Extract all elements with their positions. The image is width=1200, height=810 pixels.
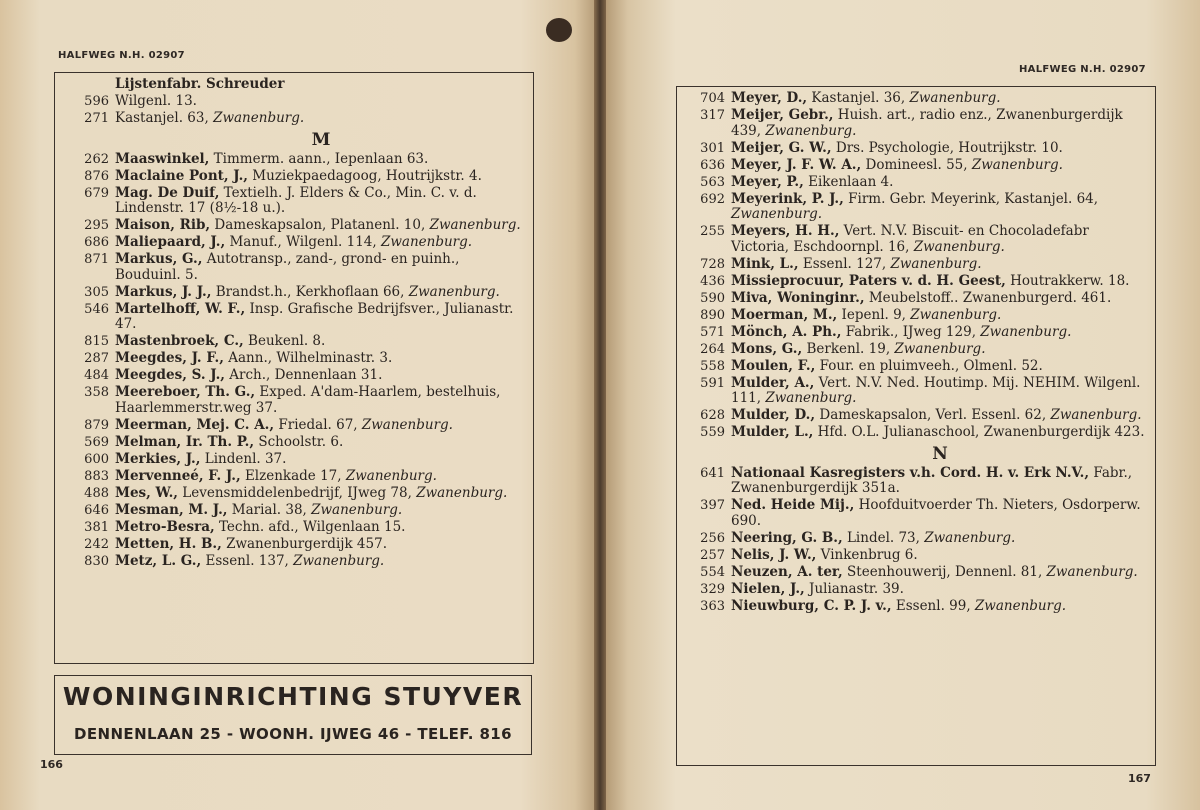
phone-number xyxy=(55,77,115,93)
entry-details: Berkenl. 19, xyxy=(802,340,895,357)
phone-number: 329 xyxy=(700,581,725,597)
entry-place: Zwanenburg. xyxy=(380,234,473,250)
entry-name: Martelhoff, W. F., xyxy=(115,300,246,317)
entry-details: Huish. art., radio enz., Zwanenburgerdijk 439, xyxy=(731,107,1123,139)
directory-entry xyxy=(55,186,527,217)
entry-text xyxy=(731,531,1149,547)
entry-text xyxy=(115,554,527,570)
directory-entry xyxy=(677,408,1149,424)
entry-name: Meegdes, S. J., xyxy=(115,367,225,383)
directory-entry xyxy=(677,192,1149,223)
entry-place: Zwanenburg. xyxy=(974,597,1067,614)
entry-details: Marial. 38, xyxy=(227,501,312,518)
directory-entry xyxy=(677,565,1149,581)
advertisement-box xyxy=(54,675,532,755)
right-n-entries xyxy=(677,466,1149,615)
entry-details: Techn. afd., Wilgenlaan 15. xyxy=(214,518,406,535)
directory-entry xyxy=(55,169,527,185)
directory-entry xyxy=(677,599,1149,615)
entry-details: Houtrakkerw. 18. xyxy=(1005,272,1130,289)
directory-entry xyxy=(677,274,1149,290)
entry-text xyxy=(115,469,527,485)
entry-name: Nelis, J. W., xyxy=(731,546,817,563)
entry-name: Meyer, J. F. W. A., xyxy=(731,156,862,173)
entry-text xyxy=(731,192,1149,223)
phone-number: 255 xyxy=(700,224,725,239)
left-page xyxy=(0,0,594,810)
entry-place: Zwanenburg. xyxy=(765,122,857,139)
entry-name: Miva, Woninginr., xyxy=(731,289,865,306)
entry-text xyxy=(731,408,1149,424)
phone-number: 641 xyxy=(700,465,725,481)
entry-text xyxy=(731,359,1149,375)
phone-number: 256 xyxy=(700,530,725,546)
phone-number: 600 xyxy=(84,451,109,467)
entry-text xyxy=(731,425,1149,441)
entry-details: Manuf., Wilgenl. 114, xyxy=(225,234,381,250)
entry-text xyxy=(731,224,1149,255)
entry-text xyxy=(115,435,527,451)
phone-number: 879 xyxy=(84,417,109,433)
entry-details: Meubelstoff.. Zwanenburgerd. 461. xyxy=(864,289,1112,306)
entry-place: Zwanenburg. xyxy=(890,255,982,272)
entry-name: Mulder, A., xyxy=(731,374,815,391)
directory-entry xyxy=(55,520,527,536)
entry-name: Mervenneé, F. J., xyxy=(115,467,241,484)
directory-entry xyxy=(55,368,527,384)
entry-details: Timmerm. aann., Iepenlaan 63. xyxy=(209,150,429,167)
entry-name: Melman, Ir. Th. P., xyxy=(115,433,255,450)
directory-entry xyxy=(677,548,1149,564)
entry-text xyxy=(731,376,1149,407)
phone-number: 358 xyxy=(84,385,109,400)
entry-text xyxy=(115,503,527,519)
entry-text xyxy=(115,351,527,367)
entry-name: Mons, G., xyxy=(731,340,803,357)
phone-number: 569 xyxy=(84,434,109,450)
entry-name: Neuzen, A. ter, xyxy=(731,563,843,580)
phone-number: 436 xyxy=(700,273,725,289)
entry-details: Elzenkade 17, xyxy=(240,467,346,484)
phone-number: 628 xyxy=(700,408,725,423)
phone-number: 596 xyxy=(84,94,109,109)
directory-entry xyxy=(55,77,527,93)
phone-number: 257 xyxy=(700,547,725,563)
entry-text xyxy=(115,77,527,93)
entry-place: Zwanenburg. xyxy=(408,283,500,300)
directory-entry xyxy=(55,486,527,502)
entry-text xyxy=(115,452,527,468)
directory-entry xyxy=(677,582,1149,598)
right-m-entries xyxy=(677,91,1149,441)
phone-number: 704 xyxy=(700,91,725,106)
entry-name: Meereboer, Th. G., xyxy=(115,384,256,400)
directory-entry xyxy=(677,158,1149,174)
entry-name: Markus, G., xyxy=(115,251,203,267)
section-letter-m: M xyxy=(311,129,331,150)
entry-text xyxy=(115,486,527,502)
phone-number: 271 xyxy=(84,111,109,126)
entry-text xyxy=(731,108,1149,139)
entry-details: Lindel. 73, xyxy=(842,529,925,546)
entry-details: Autotransp., zand-, grond- en puinh., Bouduinl. 5. xyxy=(115,251,460,283)
left-running-head: HALFWEG N.H. 02907 xyxy=(58,50,185,61)
phone-number: 830 xyxy=(84,553,109,569)
entry-details: Essenl. 99, xyxy=(891,597,975,614)
left-m-entries xyxy=(55,152,527,570)
entry-details: Fabrik., IJweg 129, xyxy=(841,323,981,340)
phone-number: 679 xyxy=(84,185,109,201)
phone-number: 287 xyxy=(84,351,109,366)
entry-details: Aann., Wilhelminastr. 3. xyxy=(223,350,393,366)
entry-name: Ned. Heide Mij., xyxy=(731,497,855,513)
entry-place: Zwanenburg. xyxy=(894,340,986,357)
entry-details: Vert. N.V. Biscuit- en Chocoladefabr Victoria, Eschdoornpl. 16, xyxy=(731,223,1089,255)
phone-number: 317 xyxy=(700,108,725,123)
entry-text xyxy=(115,334,527,350)
entry-text xyxy=(115,520,527,536)
directory-entry xyxy=(55,334,527,350)
entry-text xyxy=(731,291,1149,307)
entry-details: Firm. Gebr. Meyerink, Kastanjel. 64, xyxy=(843,190,1099,207)
entry-details: Lindenl. 37. xyxy=(200,450,287,467)
directory-entry xyxy=(677,257,1149,273)
entry-name: Maison, Rib, xyxy=(115,217,211,233)
entry-name: Mesman, M. J., xyxy=(115,501,228,518)
entry-place: Zwanenburg. xyxy=(765,390,857,406)
entry-place: Zwanenburg. xyxy=(924,529,1016,546)
directory-entry xyxy=(55,285,527,301)
entry-text xyxy=(115,368,527,384)
entry-name: Mag. De Duif, xyxy=(115,184,220,201)
directory-entry xyxy=(677,531,1149,547)
directory-entry xyxy=(677,325,1149,341)
right-page-number: 167 xyxy=(1128,772,1151,785)
entry-text xyxy=(731,325,1149,341)
entry-text xyxy=(115,537,527,553)
entry-place: Zwanenburg. xyxy=(1046,563,1138,580)
entry-details: Levensmiddelenbedrijf, IJweg 78, xyxy=(178,484,417,501)
entry-details: Muziekpaedagoog, Houtrijkstr. 4. xyxy=(248,167,482,184)
phone-number: 305 xyxy=(84,284,109,300)
directory-entry xyxy=(55,418,527,434)
entry-text xyxy=(115,235,527,251)
entry-text xyxy=(731,91,1149,107)
entry-place: Zwanenburg. xyxy=(416,484,508,501)
phone-number: 262 xyxy=(84,151,109,167)
ad-title: WONINGINRICHTING STUYVER xyxy=(62,682,524,711)
entry-text xyxy=(115,186,527,217)
entry-name: Moulen, F., xyxy=(731,357,816,374)
right-page xyxy=(606,0,1200,810)
entry-name: Metten, H. B., xyxy=(115,535,222,552)
entry-text xyxy=(731,308,1149,324)
directory-entry xyxy=(677,342,1149,358)
directory-entry xyxy=(677,425,1149,441)
entry-text xyxy=(731,257,1149,273)
phone-number: 301 xyxy=(700,140,725,156)
phone-number: 554 xyxy=(700,564,725,580)
entry-text xyxy=(115,111,527,127)
entry-text xyxy=(731,274,1149,290)
entry-name: Meyer, P., xyxy=(731,173,804,190)
phone-number: 686 xyxy=(84,235,109,250)
entry-details: Drs. Psychologie, Houtrijkstr. 10. xyxy=(831,139,1063,156)
phone-number: 242 xyxy=(84,536,109,552)
entry-details: Brandst.h., Kerkhoflaan 66, xyxy=(211,283,409,300)
entry-name: Maclaine Pont, J., xyxy=(115,167,249,184)
phone-number: 890 xyxy=(700,307,725,323)
entry-details: Insp. Grafische Bedrijfsver., Julianastr. 47. xyxy=(115,300,514,332)
entry-details: Fabr., Zwanenburgerdijk 351a. xyxy=(731,464,1133,496)
left-page-number: 166 xyxy=(40,758,63,771)
entry-place: Zwanenburg. xyxy=(429,217,521,233)
directory-entry xyxy=(55,503,527,519)
entry-name: Nieuwburg, C. P. J. v., xyxy=(731,597,892,614)
entry-name: Meijer, G. W., xyxy=(731,139,832,156)
directory-entry xyxy=(677,91,1149,107)
directory-entry xyxy=(55,152,527,168)
entry-name: Markus, J. J., xyxy=(115,283,212,300)
entry-name: Mastenbroek, C., xyxy=(115,333,244,349)
directory-entry xyxy=(677,308,1149,324)
directory-entry xyxy=(677,224,1149,255)
entry-text xyxy=(115,385,527,416)
directory-entry xyxy=(55,452,527,468)
entry-details: Kastanjel. 63, xyxy=(115,110,214,126)
entry-place: Zwanenburg. xyxy=(1050,407,1142,423)
phone-number: 363 xyxy=(700,598,725,614)
entry-name: Mönch, A. Ph., xyxy=(731,323,842,340)
entry-name: Maaswinkel, xyxy=(115,150,210,167)
directory-entry xyxy=(55,385,527,416)
entry-place: Zwanenburg. xyxy=(213,110,305,126)
entry-name: Nielen, J., xyxy=(731,580,805,597)
phone-number: 295 xyxy=(84,218,109,233)
phone-number: 546 xyxy=(84,301,109,317)
entry-name: Lijstenfabr. Schreuder xyxy=(115,76,285,92)
directory-entry xyxy=(677,376,1149,407)
entry-details: Zwanenburgerdijk 457. xyxy=(221,535,387,552)
entry-name: Mulder, L., xyxy=(731,424,814,440)
entry-details: Wilgenl. 13. xyxy=(115,93,197,109)
entry-name: Meyer, D., xyxy=(731,90,808,106)
binder-hole-left xyxy=(546,18,572,42)
entry-text xyxy=(115,252,527,283)
phone-number: 563 xyxy=(700,174,725,190)
phone-number: 558 xyxy=(700,358,725,374)
phone-number: 590 xyxy=(700,290,725,306)
entry-details: Arch., Dennenlaan 31. xyxy=(225,367,383,383)
entry-details: Essenl. 127, xyxy=(798,255,891,272)
entry-details: Julianastr. 39. xyxy=(804,580,904,597)
directory-entry xyxy=(55,252,527,283)
entry-place: Zwanenburg. xyxy=(311,501,403,518)
entry-text xyxy=(731,599,1149,615)
entry-details: Four. en pluimveeh., Olmenl. 52. xyxy=(815,357,1043,374)
directory-entry xyxy=(677,108,1149,139)
entry-text xyxy=(115,285,527,301)
entry-details: Domineesl. 55, xyxy=(861,156,972,173)
entry-details: Vinkenbrug 6. xyxy=(816,546,918,563)
entry-text xyxy=(731,158,1149,174)
entry-name: Missieprocuur, Paters v. d. H. Geest, xyxy=(731,272,1006,289)
entry-text xyxy=(115,418,527,434)
entry-name: Merkies, J., xyxy=(115,450,201,467)
entry-text xyxy=(731,565,1149,581)
phone-number: 488 xyxy=(84,485,109,501)
directory-entry xyxy=(55,218,527,234)
entry-details: Kastanjel. 36, xyxy=(807,90,910,106)
directory-entry xyxy=(677,466,1149,497)
entry-details: Friedal. 67, xyxy=(274,416,362,433)
entry-place: Zwanenburg. xyxy=(909,90,1001,106)
phone-number: 883 xyxy=(84,468,109,484)
directory-entry xyxy=(55,435,527,451)
entry-details: Steenhouwerij, Dennenl. 81, xyxy=(842,563,1047,580)
directory-entry xyxy=(55,94,527,110)
phone-number: 876 xyxy=(84,168,109,184)
phone-number: 646 xyxy=(84,502,109,518)
entry-details: Exped. A'dam-Haarlem, bestelhuis, Haarlemmerstr.weg 37. xyxy=(115,384,501,416)
entry-name: Meyerink, P. J., xyxy=(731,190,844,207)
entry-place: Zwanenburg. xyxy=(971,156,1063,173)
entry-name: Meegdes, J. F., xyxy=(115,350,224,366)
entry-name: Neering, G. B., xyxy=(731,529,843,546)
entry-text xyxy=(115,218,527,234)
phone-number: 728 xyxy=(700,256,725,272)
phone-number: 815 xyxy=(84,334,109,349)
entry-details: Hfd. O.L. Julianaschool, Zwanenburgerdijk 423. xyxy=(813,424,1145,440)
directory-entry xyxy=(55,351,527,367)
directory-entry xyxy=(677,291,1149,307)
phone-number: 871 xyxy=(84,252,109,267)
phone-number: 559 xyxy=(700,425,725,440)
entry-name: Mink, L., xyxy=(731,255,799,272)
entry-place: Zwanenburg. xyxy=(980,323,1072,340)
entry-details: Iepenl. 9, xyxy=(837,306,911,323)
book-gutter xyxy=(594,0,606,810)
entry-details: Dameskapsalon, Verl. Essenl. 62, xyxy=(815,407,1051,423)
entry-name: Maliepaard, J., xyxy=(115,234,226,250)
phone-number: 484 xyxy=(84,368,109,383)
entry-place: Zwanenburg. xyxy=(731,206,823,222)
entry-details: Beukenl. 8. xyxy=(243,333,326,349)
entry-text xyxy=(115,94,527,110)
entry-text xyxy=(731,548,1149,564)
entry-name: Meerman, Mej. C. A., xyxy=(115,416,275,433)
directory-entry xyxy=(55,469,527,485)
entry-details: Eikenlaan 4. xyxy=(803,173,894,190)
entry-details: Essenl. 137, xyxy=(201,552,294,569)
directory-entry xyxy=(55,235,527,251)
left-top-entries xyxy=(55,77,527,127)
entry-name: Metro-Besra, xyxy=(115,518,215,535)
entry-text xyxy=(731,342,1149,358)
entry-details: Dameskapsalon, Platanenl. 10, xyxy=(210,217,430,233)
directory-entry xyxy=(55,111,527,127)
directory-entry xyxy=(677,359,1149,375)
entry-text xyxy=(115,302,527,333)
left-directory-frame xyxy=(54,72,534,664)
entry-place: Zwanenburg. xyxy=(361,416,453,433)
entry-text xyxy=(731,175,1149,191)
entry-name: Meijer, Gebr., xyxy=(731,107,834,123)
phone-number: 397 xyxy=(700,498,725,513)
entry-text xyxy=(731,498,1149,529)
entry-name: Mulder, D., xyxy=(731,407,816,423)
entry-name: Moerman, M., xyxy=(731,306,838,323)
phone-number: 591 xyxy=(700,375,725,391)
entry-place: Zwanenburg. xyxy=(293,552,385,569)
entry-text xyxy=(731,582,1149,598)
entry-name: Metz, L. G., xyxy=(115,552,202,569)
directory-entry xyxy=(677,498,1149,529)
phone-number: 381 xyxy=(84,519,109,535)
directory-entry xyxy=(677,175,1149,191)
phone-number: 636 xyxy=(700,157,725,173)
entry-details: Vert. N.V. Ned. Houtimp. Mij. NEHIM. Wilgenl. 111, xyxy=(731,374,1141,406)
entry-details: Hoofduitvoerder Th. Nieters, Osdorperw. 690. xyxy=(731,497,1141,529)
entry-name: Mes, W., xyxy=(115,484,178,501)
section-letter-n: N xyxy=(932,443,948,464)
right-directory-frame xyxy=(676,86,1156,766)
ad-address-line: DENNENLAAN 25 - WOONH. IJWEG 46 - TELEF. 816 xyxy=(74,725,512,743)
right-running-head: HALFWEG N.H. 02907 xyxy=(1019,64,1146,75)
phone-number: 571 xyxy=(700,324,725,340)
directory-entry xyxy=(55,537,527,553)
entry-place: Zwanenburg. xyxy=(910,306,1002,323)
entry-text xyxy=(731,141,1149,157)
phone-number: 692 xyxy=(700,191,725,207)
directory-entry xyxy=(55,554,527,570)
entry-name: Meyers, H. H., xyxy=(731,223,840,239)
entry-name: Nationaal Kasregisters v.h. Cord. H. v. Erk N.V., xyxy=(731,464,1090,481)
entry-text xyxy=(115,169,527,185)
phone-number: 264 xyxy=(700,341,725,357)
entry-details: Textielh. J. Elders & Co., Min. C. v. d. Lindenstr. 17 (8½-18 u.). xyxy=(115,184,477,216)
directory-entry xyxy=(55,302,527,333)
entry-text xyxy=(115,152,527,168)
entry-place: Zwanenburg. xyxy=(345,467,437,484)
entry-text xyxy=(731,466,1149,497)
entry-details: Schoolstr. 6. xyxy=(254,433,344,450)
entry-place: Zwanenburg. xyxy=(913,238,1005,255)
directory-entry xyxy=(677,141,1149,157)
